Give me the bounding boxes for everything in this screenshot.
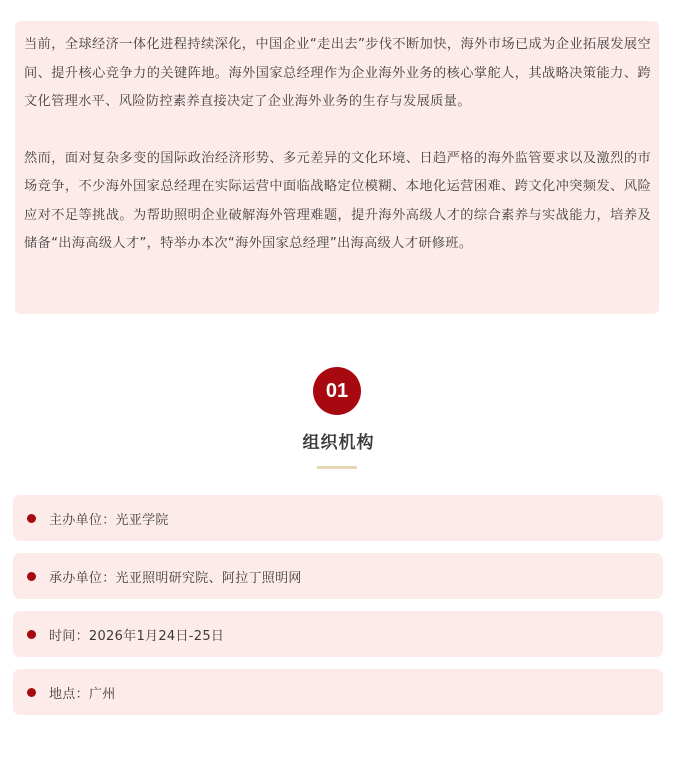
bullet-dot-icon [27, 630, 36, 639]
info-card-text: 主办单位：光亚学院 [49, 512, 169, 528]
section-title: 组织机构 [302, 433, 375, 453]
bullet-dot-icon [27, 514, 36, 523]
intro-box [15, 21, 659, 314]
info-card-organizer [13, 495, 663, 541]
info-card-time [13, 611, 663, 657]
section-title-underline [317, 466, 357, 469]
info-card-co-organizer [13, 553, 663, 599]
bullet-dot-icon [27, 688, 36, 697]
bullet-dot-icon [27, 572, 36, 581]
info-card-text: 承办单位：光亚照明研究院、阿拉丁照明网 [49, 570, 302, 586]
section-number-badge: 01 [313, 367, 361, 415]
info-card-location [13, 669, 663, 715]
intro-paragraph: 然而，面对复杂多变的国际政治经济形势、多元差异的文化环境、日趋严格的海外监管要求以及激烈的市场竞争，不少海外国家总经理在实际运营中面临战略定位模糊、本地化运营困难、跨文化冲突频发、风险应对不足等挑战。为帮助照明企业破解海外管理难题，提升海外高级人才的综合素养与实战能力，培养及储备“出海高级人才”，特举办本次“海外国家总经理”出海高级人才研修班。 [24, 150, 651, 251]
info-card-text: 时间：2026年1月24日-25日 [49, 628, 225, 644]
intro-paragraph: 当前，全球经济一体化进程持续深化，中国企业“走出去”步伐不断加快，海外市场已成为企业拓展发展空间、提升核心竞争力的关键阵地。海外国家总经理作为企业海外业务的核心掌舵人，其战略决策能力、跨文化管理水平、风险防控素养直接决定了企业海外业务的生存与发展质量。 [24, 37, 651, 109]
info-card-text: 地点：广州 [49, 686, 116, 702]
